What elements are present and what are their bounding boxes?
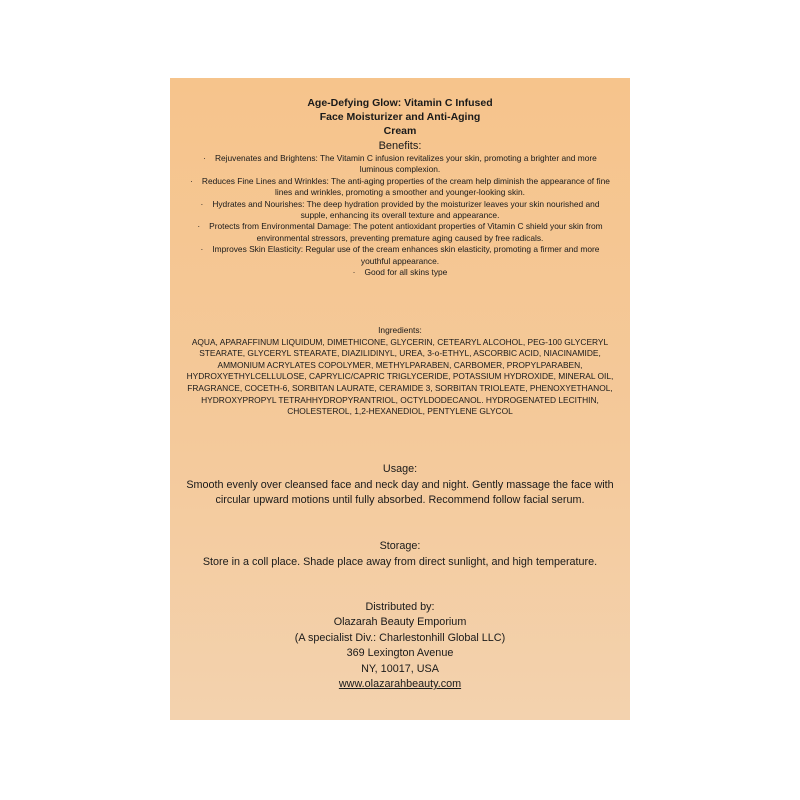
product-label-card xyxy=(170,78,630,720)
ingredients-text: AQUA, APARAFFINUM LIQUIDUM, DIMETHICONE, GLYCERIN, CETEARYL ALCOHOL, PEG-100 GLYCERYL STEARATE, GLYCERYL STEARATE, DIAZILIDINYL, UREA, 3-o-ETHYL, ASCORBIC ACID, NIACINAMIDE, AMMONIUM ACRYLATES COPOLYMER, METHYLPARABEN, CARBOMER, PROPYLPARABEN, HYDROXYETHYLCELLULOSE, CAPRYLIC/CAPRIC TRIGLYCERIDE, POTASSIUM HYDROXIDE, MINERAL OIL, FRAGRANCE, COCETH-6, SORBITAN LAURATE, CERAMIDE 3, SORBITAN TRIOLEATE, PHENOXYETHANOL, HYDROXYPROPYL TETRAHHYDROPYRANTRIOL, OCTYLDODECANOL. HYDROGENATED LECITHIN, CHOLESTEROL, 1,2-HEXANEDIOL, PENTYLENE GLYCOL xyxy=(186,336,614,417)
usage-heading: Usage: xyxy=(382,463,418,475)
storage-section xyxy=(184,539,616,570)
benefit-item xyxy=(186,176,614,199)
product-title xyxy=(170,96,630,138)
distributor-name: Olazarah Beauty Emporium xyxy=(333,616,467,629)
distributor-city: NY, 10017, USA xyxy=(361,662,439,675)
benefit-text: Protects from Environmental Damage: The potent antioxidant properties of Vitamin C shield your skin from environmental stressors, preventing premature aging caused by free radicals. xyxy=(209,221,603,243)
ingredients-heading: Ingredients: xyxy=(378,325,422,335)
benefit-text: Improves Skin Elasticity: Regular use of the cream enhances skin elasticity, promoting a firmer and more youthful appearance. xyxy=(212,244,600,266)
website-link[interactable]: www.olazarahbeauty.com xyxy=(338,678,462,691)
bullet-icon: · xyxy=(200,198,204,209)
usage-section xyxy=(184,462,616,509)
bullet-icon: · xyxy=(352,267,356,278)
usage-text: Smooth evenly over cleansed face and neck day and night. Gently massage the face with circular upward motions until fully absorbed. Recommend follow facial serum. xyxy=(186,478,614,507)
benefit-text: Hydrates and Nourishes: The deep hydration provided by the moisturizer leaves your skin nourished and supple, enhancing its overall texture and appearance. xyxy=(212,198,600,221)
ingredients-section xyxy=(184,325,616,418)
benefit-item xyxy=(186,221,614,244)
benefits-heading: Benefits: xyxy=(378,140,422,152)
product-title-line: Cream xyxy=(383,125,417,137)
distributor-section xyxy=(184,600,616,692)
benefit-item xyxy=(186,244,614,267)
benefit-item xyxy=(186,267,614,278)
benefit-item xyxy=(186,153,614,176)
bullet-icon: · xyxy=(190,175,193,186)
benefit-item xyxy=(186,199,614,222)
benefit-text: Rejuvenates and Brightens: The Vitamin C infusion revitalizes your skin, promoting a brighter and more luminous complexion. xyxy=(214,153,597,175)
distributor-heading: Distributed by: xyxy=(365,601,435,613)
benefit-text: Good for all skins type xyxy=(364,267,448,278)
product-title-line: Face Moisturizer and Anti-Aging xyxy=(319,111,481,123)
bullet-icon: · xyxy=(197,221,201,232)
distributor-division: (A specialist Div.: Charlestonhill Global LLC) xyxy=(294,631,506,644)
bullet-icon: · xyxy=(203,153,206,163)
product-title-line: Age-Defying Glow: Vitamin C Infused xyxy=(307,97,493,109)
bullet-icon: · xyxy=(200,244,204,255)
storage-text: Store in a coll place. Shade place away from direct sunlight, and high temperature. xyxy=(202,555,598,568)
storage-heading: Storage: xyxy=(379,540,421,552)
benefits-list xyxy=(186,153,614,278)
distributor-street: 369 Lexington Avenue xyxy=(346,647,454,660)
benefit-text: Reduces Fine Lines and Wrinkles: The anti-aging properties of the cream help diminish the appearance of fine lines and wrinkles, promoting a smoother and younger-looking skin. xyxy=(201,175,610,198)
